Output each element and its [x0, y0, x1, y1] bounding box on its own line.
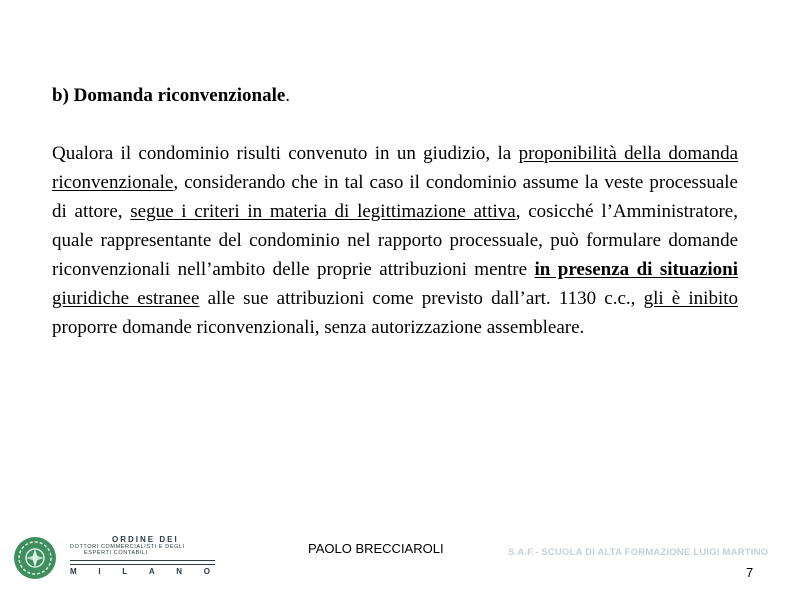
emphasis-run: segue i criteri in materia di legittimazione attiva	[130, 201, 516, 222]
text-run: , considerando che in tal caso il condominio assume la veste processuale di attore,	[52, 172, 738, 222]
logo-city-letter: A	[148, 567, 155, 576]
logo-line-2: DOTTORI COMMERCIALISTI E DEGLI	[70, 544, 185, 550]
ordine-logo	[12, 534, 212, 582]
text-run: alle sue attribuzioni come previsto dall’art. 1130 c.c.,	[199, 288, 644, 309]
text-run: , cosicché l’Amministratore, quale rappresentante del condominio nel rapporto processuale, può formulare domande riconvenzionali nell’ambito delle proprie attribuzioni mentre	[52, 201, 738, 280]
emphasis-run: giuridiche estranee	[52, 288, 200, 309]
body-paragraph	[52, 139, 738, 342]
logo-city-letter: N	[176, 567, 183, 576]
emphasis-run: in presenza di situazioni	[534, 259, 739, 280]
footer-school: S.A.F.- SCUOLA DI ALTA FORMAZIONE LUIGI MARTINO	[508, 547, 769, 558]
logo-divider	[70, 560, 215, 565]
logo-city-letter: O	[203, 567, 210, 576]
footer-author: PAOLO BRECCIAROLI	[308, 541, 444, 556]
emblem-icon	[12, 535, 58, 581]
logo-city-letter: I	[98, 567, 101, 576]
logo-line-1: ORDINE DEI	[112, 535, 179, 544]
emphasis-run: gli è inibito	[643, 288, 739, 309]
logo-line-3: ESPERTI CONTABILI	[84, 550, 148, 556]
logo-city-letter: L	[122, 567, 128, 576]
heading-bold: b) Domanda riconvenzionale	[52, 85, 286, 106]
emphasis-run: proponibilità della domanda riconvenzionale	[52, 143, 738, 193]
slide-heading	[52, 84, 290, 108]
text-run: proporre domande riconvenzionali, senza autorizzazione assembleare.	[52, 317, 585, 338]
page-number: 7	[746, 565, 754, 580]
logo-city-letter: M	[70, 567, 77, 576]
logo-city	[70, 567, 210, 576]
heading-tail: .	[285, 85, 291, 106]
text-run: Qualora il condominio risulti convenuto in un giudizio, la	[52, 143, 519, 164]
